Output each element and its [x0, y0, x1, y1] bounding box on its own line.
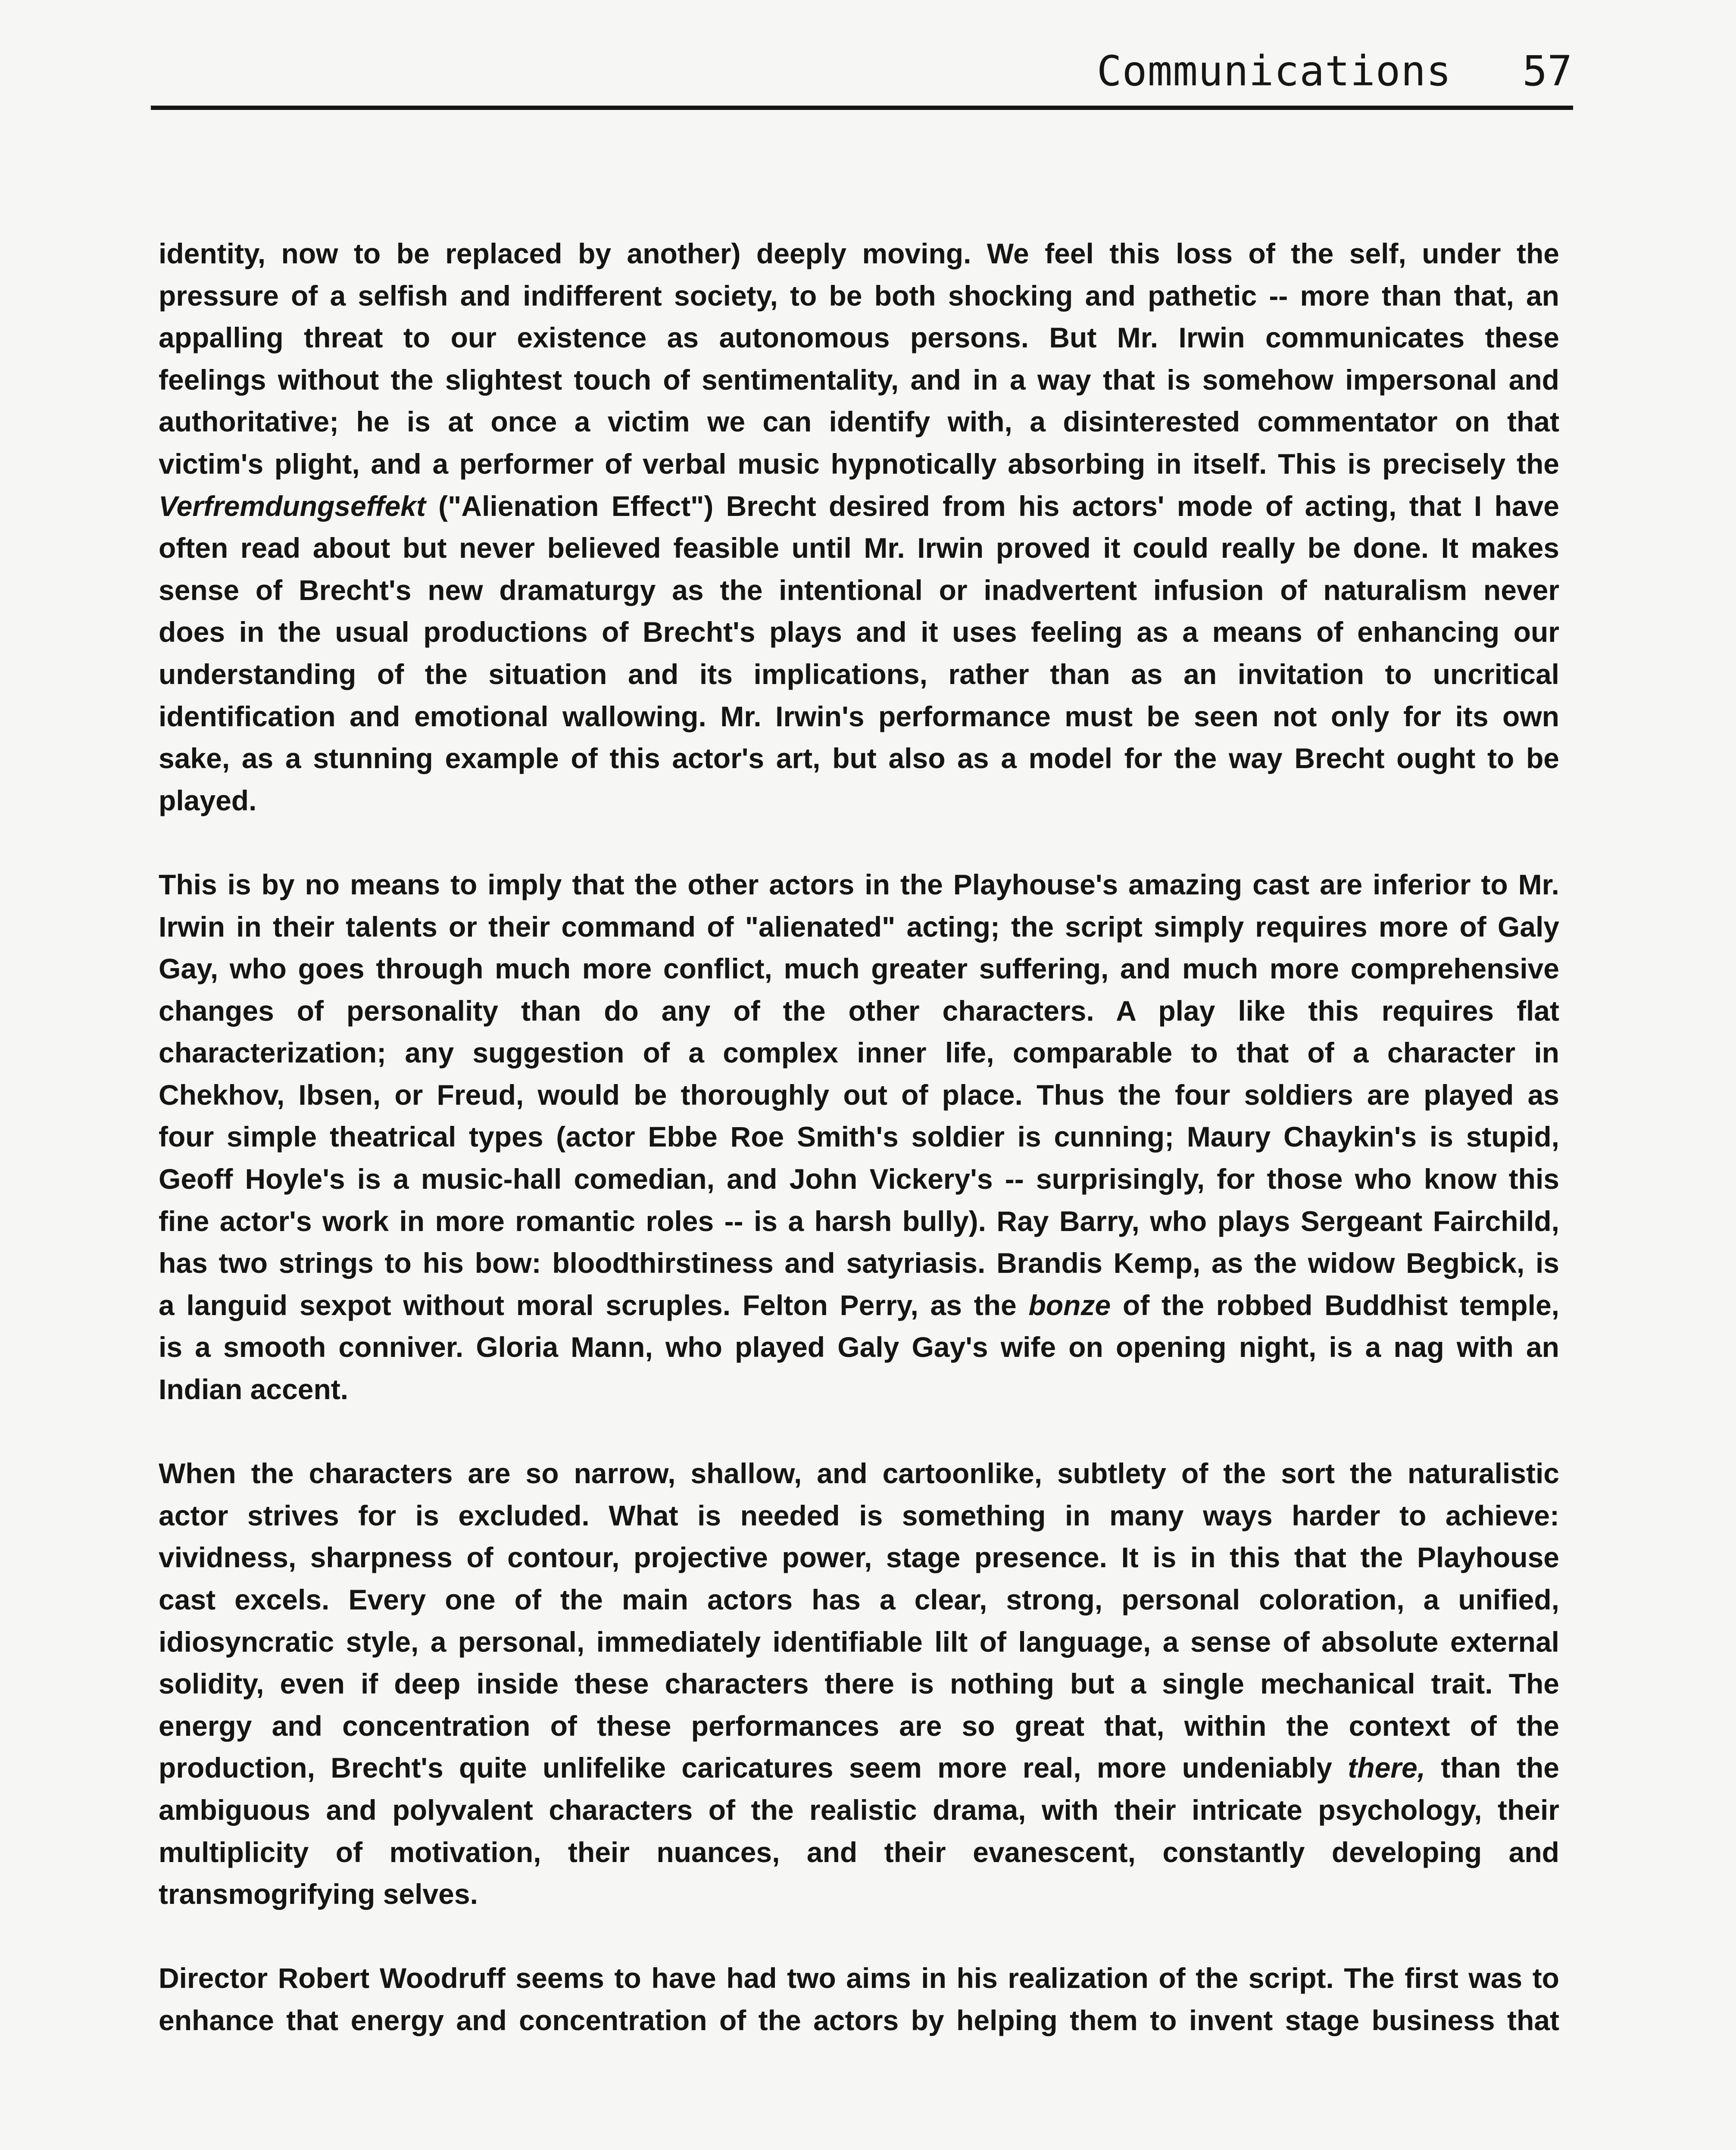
- text-line: sake, as a stunning example of this actor's art, but also as a model for the way Brecht ought to be: [159, 742, 1559, 775]
- text-line: ambiguous and polyvalent characters of the realistic drama, with their intricate psychology, their: [159, 1794, 1559, 1826]
- text-line: fine actor's work in more romantic roles -- is a harsh bully). Ray Barry, who plays Sergeant Fairchild,: [159, 1205, 1559, 1237]
- text-line: energy and concentration of these performances are so great that, within the context of the: [159, 1709, 1559, 1742]
- text-line: four simple theatrical types (actor Ebbe Roe Smith's soldier is cunning; Maury Chaykin's is stupid,: [159, 1121, 1559, 1153]
- text-line: Director Robert Woodruff seems to have had two aims in his realization of the script. The first was to: [159, 1962, 1559, 1994]
- text-line: [159, 1747, 1559, 1789]
- text-line: actor strives for is excluded. What is needed is something in many ways harder to achieve:: [159, 1499, 1559, 1531]
- text-line: victim's plight, and a performer of verbal music hypnotically absorbing in itself. This is precisely the: [159, 447, 1559, 480]
- text-line: authoritative; he is at once a victim we can identify with, a disinterested commentator on that: [159, 406, 1559, 438]
- text-segment: a languid sexpot without moral scruples. Felton Perry, as the: [159, 1289, 1017, 1321]
- text-line: pressure of a selfish and indifferent society, to be both shocking and pathetic -- more than that, an: [159, 279, 1559, 312]
- text-line: played.: [159, 784, 257, 816]
- paragraph-1: [159, 233, 1559, 822]
- text-line: sense of Brecht's new dramaturgy as the intentional or inadvertent infusion of naturalism never: [159, 574, 1559, 606]
- page-number: 57: [1522, 47, 1572, 95]
- text-line: [159, 485, 1559, 528]
- text-segment: ("Alienation Effect") Brecht desired from his actors' mode of acting, that I have: [438, 490, 1559, 522]
- text-line: transmogrifying selves.: [159, 1878, 478, 1910]
- header-rule: [151, 106, 1573, 110]
- text-line: Chekhov, Ibsen, or Freud, would be thoroughly out of place. Thus the four soldiers are played as: [159, 1078, 1559, 1111]
- text-line: Geoff Hoyle's is a music-hall comedian, and John Vickery's -- surprisingly, for those who know this: [159, 1163, 1559, 1195]
- text-line: When the characters are so narrow, shallow, and cartoonlike, subtlety of the sort the naturalistic: [159, 1457, 1559, 1490]
- text-line: solidity, even if deep inside these characters there is nothing but a single mechanical trait. The: [159, 1668, 1559, 1700]
- text-line: vividness, sharpness of contour, projective power, stage presence. It is in this that the Playhouse: [159, 1541, 1559, 1574]
- paragraph-3: [159, 1453, 1559, 1916]
- text-line: feelings without the slightest touch of sentimentality, and in a way that is somehow impersonal and: [159, 363, 1559, 396]
- text-line: [159, 1284, 1559, 1327]
- paragraph-2: [159, 864, 1559, 1411]
- text-line: does in the usual productions of Brecht's plays and it uses feeling as a means of enhancing our: [159, 616, 1559, 648]
- text-line: appalling threat to our existence as autonomous persons. But Mr. Irwin communicates these: [159, 322, 1559, 354]
- text-line: identification and emotional wallowing. Mr. Irwin's performance must be seen not only for its own: [159, 700, 1559, 732]
- text-line: This is by no means to imply that the other actors in the Playhouse's amazing cast are inferior to Mr.: [159, 868, 1559, 900]
- italic-term: Verfremdungseffekt: [159, 490, 426, 522]
- text-line: has two strings to his bow: bloodthirstiness and satyriasis. Brandis Kemp, as the widow Begbick, is: [159, 1247, 1559, 1279]
- text-line: often read about but never believed feasible until Mr. Irwin proved it could really be done. It makes: [159, 532, 1559, 564]
- text-line: enhance that energy and concentration of the actors by helping them to invent stage business that: [159, 2004, 1559, 2036]
- italic-term: bonze: [1028, 1289, 1111, 1321]
- text-segment: of the robbed Buddhist temple,: [1122, 1289, 1560, 1321]
- text-line: characterization; any suggestion of a complex inner life, comparable to that of a character in: [159, 1037, 1559, 1069]
- running-header-title: Communications: [1096, 47, 1452, 95]
- text-line: multiplicity of motivation, their nuances, and their evanescent, constantly developing and: [159, 1836, 1559, 1868]
- text-line: Irwin in their talents or their command of "alienated" acting; the script simply requires more of Galy: [159, 910, 1559, 943]
- text-segment: production, Brecht's quite unlifelike caricatures seem more real, more undeniably: [159, 1752, 1332, 1784]
- text-line: is a smooth conniver. Gloria Mann, who played Galy Gay's wife on opening night, is a nag with an: [159, 1331, 1559, 1363]
- paragraph-4: [159, 1957, 1559, 2041]
- text-line: Gay, who goes through much more conflict, much greater suffering, and much more comprehensive: [159, 953, 1559, 985]
- text-segment: than the: [1441, 1752, 1559, 1784]
- text-line: cast excels. Every one of the main actors has a clear, strong, personal coloration, a unified,: [159, 1584, 1559, 1616]
- text-line: idiosyncratic style, a personal, immediately identifiable lilt of language, a sense of absolute external: [159, 1625, 1559, 1658]
- italic-term: there,: [1348, 1752, 1426, 1784]
- text-line: Indian accent.: [159, 1373, 349, 1406]
- text-line: changes of personality than do any of the other characters. A play like this requires flat: [159, 994, 1559, 1027]
- text-line: identity, now to be replaced by another) deeply moving. We feel this loss of the self, under the: [159, 237, 1559, 269]
- text-line: understanding of the situation and its implications, rather than as an invitation to uncritical: [159, 658, 1559, 690]
- body-text: [159, 233, 1559, 2042]
